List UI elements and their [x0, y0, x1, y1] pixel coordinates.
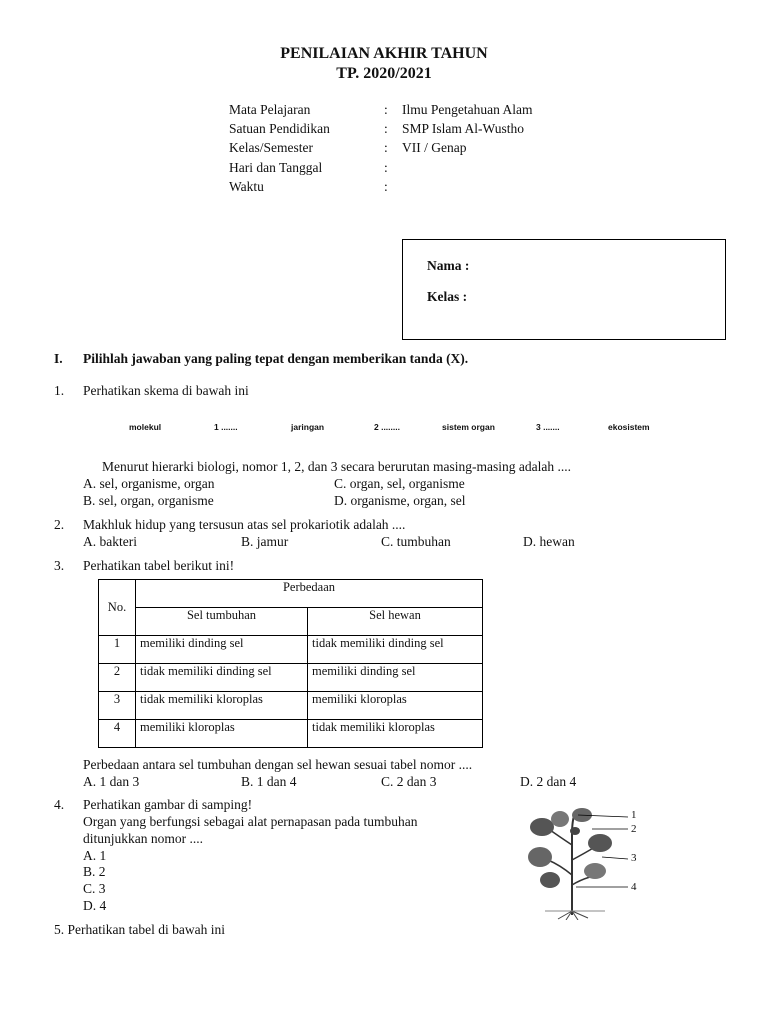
figure-label: 4 — [631, 881, 637, 893]
table-cell: 4 — [99, 720, 136, 748]
info-label: Hari dan Tanggal — [229, 160, 323, 175]
scheme-item: 2 ........ — [374, 422, 400, 432]
question-prompt: Menurut hierarki biologi, nomor 1, 2, dan 3 secara berurutan masing-masing adalah .... — [102, 459, 571, 474]
table-row — [99, 636, 483, 664]
answer-option[interactable]: A. bakteri — [83, 534, 137, 549]
scheme-item: ekosistem — [608, 422, 650, 432]
answer-option[interactable]: A. 1 dan 3 — [83, 774, 140, 789]
info-value: SMP Islam Al-Wustho — [402, 121, 524, 136]
answer-option[interactable]: C. 2 dan 3 — [381, 774, 437, 789]
page-title: PENILAIAN AKHIR TAHUN — [280, 45, 488, 62]
answer-option[interactable]: B. 1 dan 4 — [241, 774, 297, 789]
info-colon: : — [384, 102, 388, 117]
info-value: VII / Genap — [402, 140, 467, 155]
question-text-line: Organ yang berfungsi sebagai alat pernapasan pada tumbuhan — [83, 814, 418, 829]
table-cell: tidak memiliki kloroplas — [136, 692, 308, 720]
answer-option[interactable]: D. hewan — [523, 534, 575, 549]
table-cell: memiliki dinding sel — [136, 636, 308, 664]
scheme-item: sistem organ — [442, 422, 495, 432]
table-cell: 2 — [99, 664, 136, 692]
question-text-line: ditunjukkan nomor .... — [83, 831, 203, 846]
class-label: Kelas : — [427, 289, 468, 304]
table-cell: memiliki kloroplas — [136, 720, 308, 748]
table-cell: 3 — [99, 692, 136, 720]
info-colon: : — [384, 121, 388, 136]
figure-label: 3 — [631, 852, 637, 864]
section-instruction: Pilihlah jawaban yang paling tepat dengan memberikan tanda (X). — [83, 351, 469, 366]
table-header-group: Perbedaan — [136, 580, 483, 608]
question-number: 2. — [54, 517, 65, 532]
scheme-item: jaringan — [291, 422, 325, 432]
answer-option[interactable]: A. 1 — [83, 848, 107, 863]
answer-option[interactable]: D. organisme, organ, sel — [334, 493, 466, 508]
figure-label: 1 — [631, 809, 637, 821]
info-value: Ilmu Pengetahuan Alam — [402, 102, 533, 117]
table-cell: tidak memiliki dinding sel — [308, 636, 483, 664]
info-label: Mata Pelajaran — [229, 102, 311, 117]
page-subtitle: TP. 2020/2021 — [336, 65, 432, 82]
answer-option[interactable]: C. tumbuhan — [381, 534, 451, 549]
question-text: Makhluk hidup yang tersusun atas sel prokariotik adalah .... — [83, 517, 406, 532]
question-number: 1. — [54, 383, 65, 398]
answer-option[interactable]: C. organ, sel, organisme — [334, 476, 465, 491]
answer-option[interactable]: D. 4 — [83, 898, 107, 913]
answer-option[interactable]: B. 2 — [83, 864, 106, 879]
info-label: Waktu — [229, 179, 264, 194]
question-text: 5. Perhatikan tabel di bawah ini — [54, 922, 225, 937]
question-text: Perhatikan tabel berikut ini! — [83, 558, 235, 573]
section-number: I. — [54, 351, 63, 366]
plant-diagram — [520, 805, 640, 920]
cell-difference-table — [98, 579, 483, 748]
table-row — [99, 720, 483, 748]
answer-option[interactable]: B. sel, organ, organisme — [83, 493, 214, 508]
table-cell: tidak memiliki dinding sel — [136, 664, 308, 692]
answer-option[interactable]: C. 3 — [83, 881, 106, 896]
table-header-no: No. — [99, 580, 136, 636]
info-label: Satuan Pendidikan — [229, 121, 330, 136]
question-prompt: Perbedaan antara sel tumbuhan dengan sel hewan sesuai tabel nomor .... — [83, 757, 473, 772]
table-header-plant: Sel tumbuhan — [136, 608, 308, 636]
table-cell: tidak memiliki kloroplas — [308, 720, 483, 748]
scheme-item: 3 ....... — [536, 422, 560, 432]
answer-option[interactable]: B. jamur — [241, 534, 289, 549]
table-cell: memiliki dinding sel — [308, 664, 483, 692]
question-number: 3. — [54, 558, 65, 573]
question-text: Perhatikan skema di bawah ini — [83, 383, 249, 398]
info-label: Kelas/Semester — [229, 140, 313, 155]
scheme-item: molekul — [129, 422, 162, 432]
table-header-animal: Sel hewan — [308, 608, 483, 636]
info-colon: : — [384, 179, 388, 194]
table-row — [99, 692, 483, 720]
name-label: Nama : — [427, 258, 470, 273]
question-text: Perhatikan gambar di samping! — [83, 797, 253, 812]
info-colon: : — [384, 160, 388, 175]
scheme-item: 1 ....... — [214, 422, 238, 432]
table-cell: 1 — [99, 636, 136, 664]
student-name-box — [402, 239, 726, 340]
table-cell: memiliki kloroplas — [308, 692, 483, 720]
question-number: 4. — [54, 797, 65, 812]
info-colon: : — [384, 140, 388, 155]
answer-option[interactable]: D. 2 dan 4 — [520, 774, 577, 789]
answer-option[interactable]: A. sel, organisme, organ — [83, 476, 215, 491]
figure-label: 2 — [631, 823, 637, 835]
table-row — [99, 664, 483, 692]
